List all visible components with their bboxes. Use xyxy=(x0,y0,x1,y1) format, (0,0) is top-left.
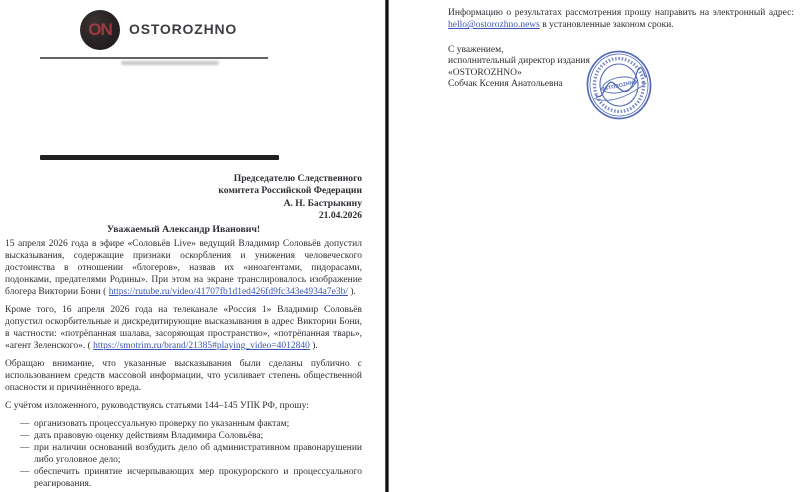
paragraph-request-intro: С учётом изложенного, руководствуясь статьями 144–145 УПК РФ, прошу: xyxy=(5,401,309,411)
paragraph-text: Информацию о результатах рассмотрения прошу направить на электронный адрес: xyxy=(448,8,794,18)
logo-monogram: ON xyxy=(88,20,112,39)
paragraph-text: в установленные законом сроки. xyxy=(539,20,674,31)
reply-address-paragraph xyxy=(448,7,794,31)
email-link[interactable]: hello@ostorozhno.news xyxy=(448,20,540,31)
list-item-text: дать правовую оценку действиям Владимира Соловьёва; xyxy=(34,431,264,441)
dash-marker: — xyxy=(20,467,30,477)
list-item-text: обеспечить принятие исчерпывающих мер прокурорского и процессуального реагирования. xyxy=(34,467,362,489)
redaction-bar xyxy=(40,155,279,160)
company-stamp-icon xyxy=(585,49,653,121)
dash-marker: — xyxy=(20,431,30,441)
paragraph-note: Обращаю внимание, что указанные высказывания были сделаны публично с использованием средств массовой информации, что усиливает степень общественной опасности и причинённого вреда. xyxy=(5,359,362,393)
closing-block xyxy=(448,45,590,90)
recipient-line: Председателю Следственного xyxy=(233,173,362,184)
letter-body xyxy=(5,238,362,490)
recipient-line: А. Н. Бастрыкину xyxy=(283,197,362,209)
stamp-center-text: OSTOROZHNO xyxy=(600,79,639,93)
letter-date: 21.04.2026 xyxy=(318,210,362,222)
rutube-link[interactable]: https://rutube.ru/video/41707fb1d1ed426fd9fc343e4934a7e3b/ xyxy=(108,287,348,297)
letter-page-1 xyxy=(0,0,386,492)
brand-logo-icon xyxy=(80,10,120,50)
paragraph-text: ). xyxy=(348,287,356,297)
smotrim-link[interactable]: https://smotrim.ru/brand/21385#playing_video=4012840 xyxy=(93,341,310,351)
paragraph-incident-1 xyxy=(5,238,362,298)
faded-address-line xyxy=(121,61,219,65)
closing-line: «OSTOROZHNO» xyxy=(448,67,522,78)
recipient-block xyxy=(218,173,362,223)
paragraph-text: Кроме того, 16 апреля 2026 года на телеканале «Россия 1» Владимир Соловьёв допустил оскорбительные и дискредитирующие высказывания в адрес Виктории Бони, в частности: «потрёпанная шалава, засоряющая пространство», «потрёпанная тварь», «агент Зеленского». ( xyxy=(5,305,362,351)
paragraph-text: ). xyxy=(309,341,318,351)
list-item xyxy=(5,442,362,466)
letterhead-rule xyxy=(40,57,268,59)
closing-line: исполнительный директор издания xyxy=(448,56,590,67)
signer-name: Собчак Ксения Анатольевна xyxy=(448,78,563,89)
letter-page-2 xyxy=(389,0,800,492)
dash-marker: — xyxy=(20,443,30,453)
requests-list xyxy=(5,418,362,490)
list-item xyxy=(5,418,362,430)
list-item-text: организовать процессуальную проверку по указанным фактам; xyxy=(34,419,290,429)
list-item xyxy=(5,430,362,442)
paragraph-incident-2 xyxy=(5,304,362,352)
paragraph-text: 15 апреля 2026 года в эфире «Соловьёв Live» ведущий Владимир Соловьёв допустил высказывания, содержащие признаки оскорбления и унижения человеческого достоинства в отношении «блогеров», назвав их «иноагентами, пидорасами, подонками, предателями Родины». При этом на экране транслировалось изображение блогера Виктории Бони ( xyxy=(5,239,362,297)
list-item xyxy=(5,466,362,490)
dash-marker: — xyxy=(20,419,30,429)
list-item-text: при наличии оснований возбудить дело об административном правонарушении либо уголовное дело; xyxy=(34,443,362,465)
closing-line: С уважением, xyxy=(448,45,504,55)
brand-name: OSTOROZHNO xyxy=(129,21,238,37)
recipient-line: комитета Российской Федерации xyxy=(218,185,362,197)
salutation: Уважаемый Александр Иванович! xyxy=(106,224,261,235)
